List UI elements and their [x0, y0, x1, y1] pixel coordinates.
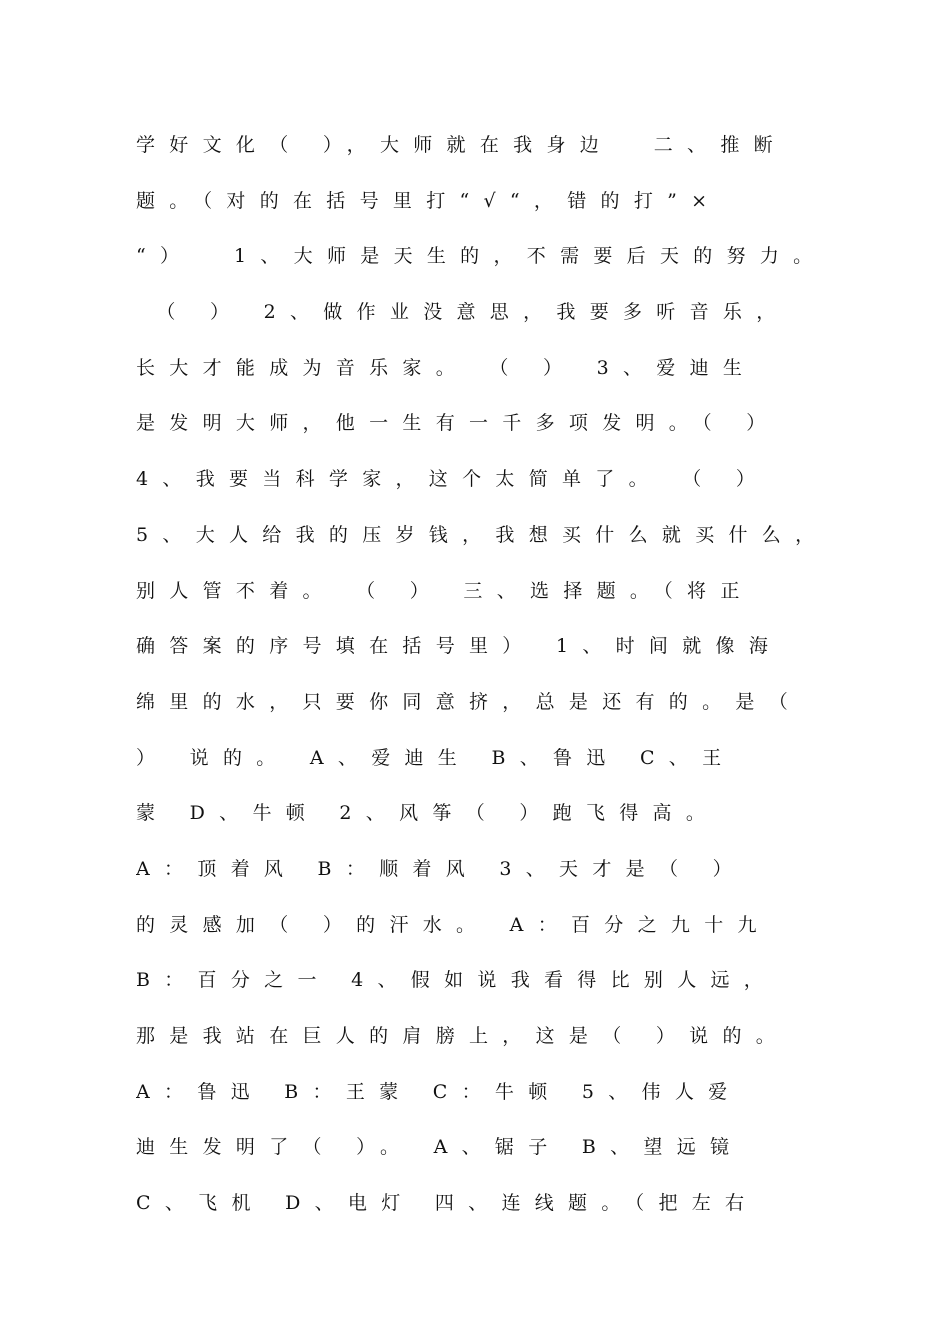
text-line: 4、我要当科学家，这个太简单了。 （ ）	[136, 468, 770, 491]
text-line: 别人管不着。 （ ） 三、选择题。（将正	[136, 579, 754, 602]
text-line: ） 说的。 A、爱迪生 B、鲁迅 C、王	[136, 746, 736, 769]
text-line: 是发明大师，他一生有一千多项发明。（ ）	[136, 412, 780, 435]
text-line: “） 1、大师是天生的，不需要后天的努力。	[136, 245, 827, 268]
text-line: A：鲁迅 B：王蒙 C：牛顿 5、伟人爱	[136, 1080, 742, 1103]
text-line: 迪生发明了（ ）。 A、锯子 B、望远镜	[136, 1136, 744, 1159]
text-line: 的灵感加（ ）的汗水。 A：百分之九十九	[136, 913, 771, 936]
text-line: 5、大人给我的压岁钱，我想买什么就买什么，	[136, 523, 829, 546]
text-line: 确答案的序号填在括号里） 1、时间就像海	[136, 635, 783, 658]
body-text	[136, 118, 836, 1232]
text-line: B：百分之一 4、假如说我看得比别人远，	[136, 969, 778, 992]
text-line: 学好文化（ ），大师就在我身边 二、推断	[136, 134, 787, 156]
text-line: （ ） 2、做作业没意思，我要多听音乐，	[136, 301, 790, 324]
text-line: 题。（对的在括号里打“√“，错的打”×	[136, 189, 722, 212]
text-line: 蒙 D、牛顿 2、风筝（ ）跑飞得高。	[136, 802, 720, 825]
text-line: C、飞机 D、电灯 四、连线题。（把左右	[136, 1192, 759, 1215]
text-line: 长大才能成为音乐家。 （ ） 3、爱迪生	[136, 356, 757, 379]
text-line: A：顶着风 B：顺着风 3、天才是（ ）	[136, 857, 746, 880]
text-line: 绵里的水，只要你同意挤，总是还有的。是（	[136, 690, 803, 713]
text-line: 那是我站在巨人的肩膀上，这是（ ）说的。	[136, 1025, 790, 1047]
